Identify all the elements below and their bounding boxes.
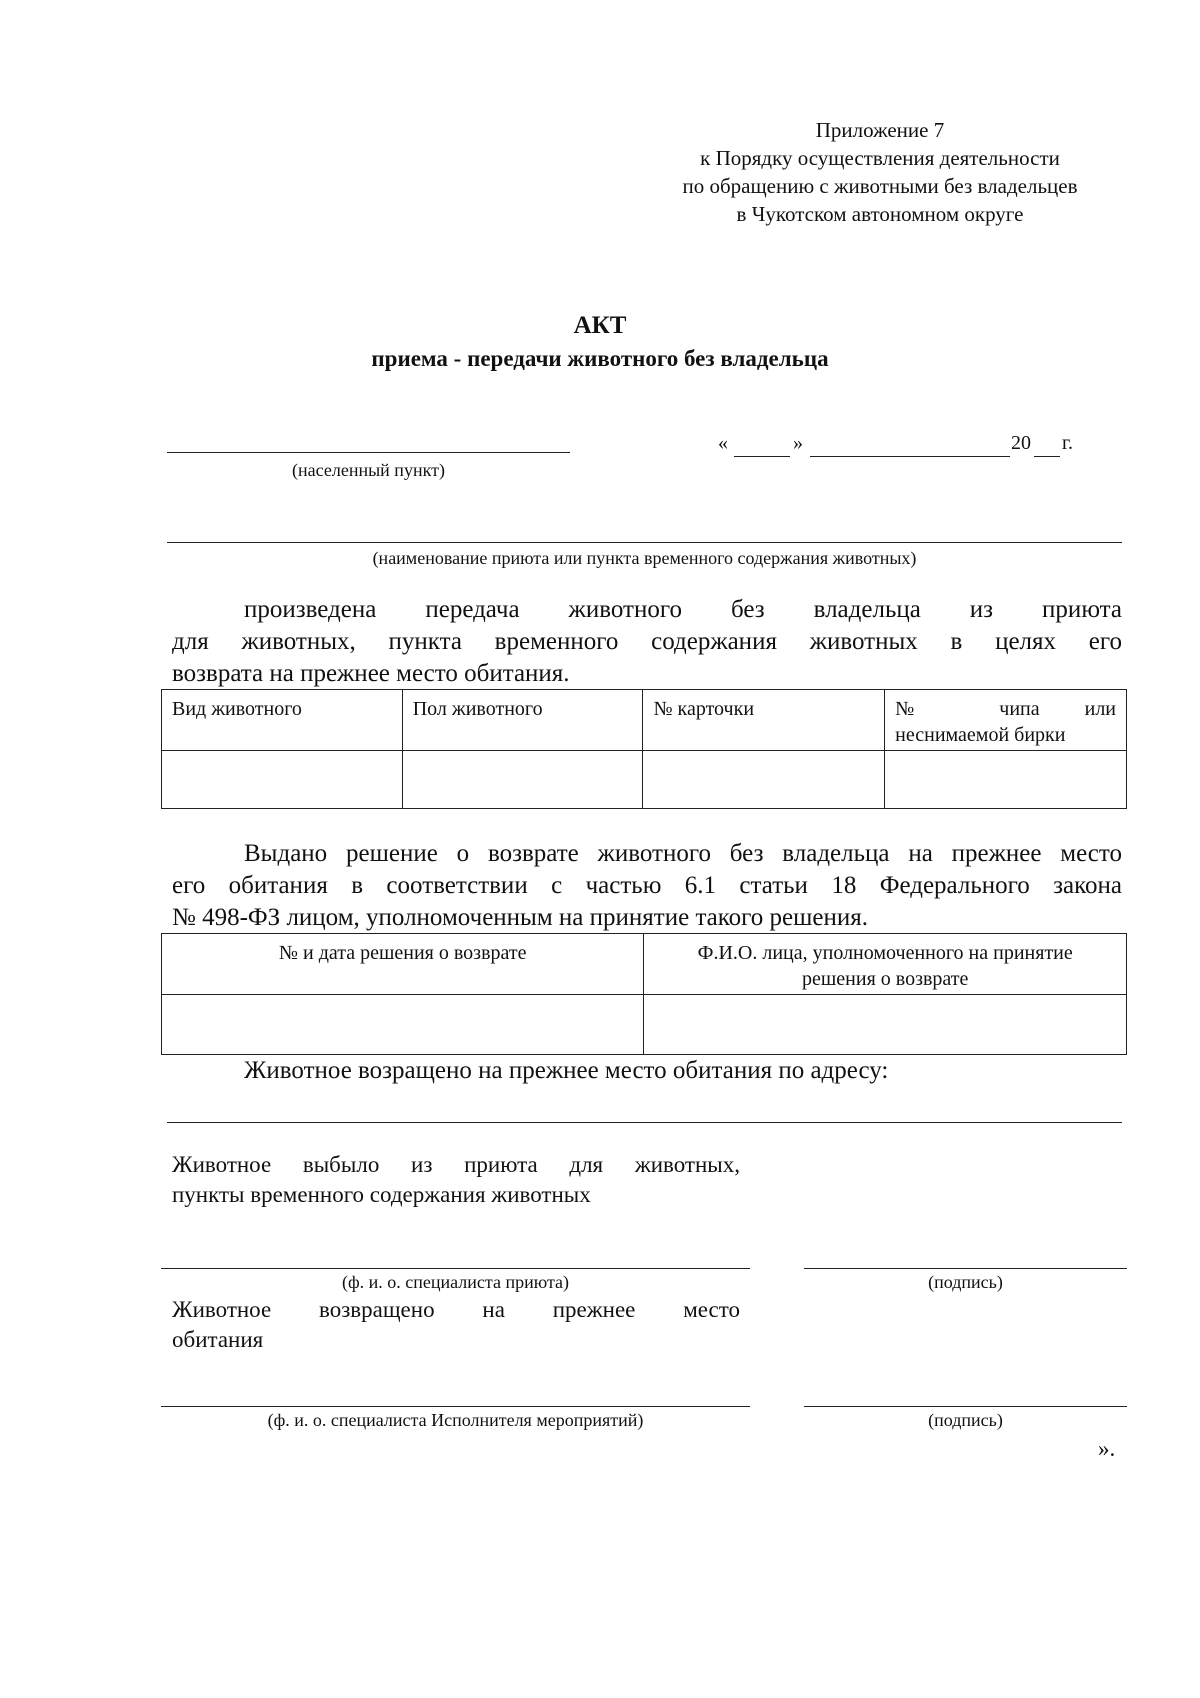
date-year-prefix: 20 xyxy=(1011,432,1031,454)
executor-specialist-signature-caption: (подпись) xyxy=(928,1410,1003,1430)
decision-line-1: Выдано решение о возврате животного без владельца на прежнее место xyxy=(244,840,1122,867)
appendix-line-3: по обращению с животными без владельцев xyxy=(682,174,1078,198)
date-field xyxy=(718,432,1078,460)
shelter-specialist-name-line[interactable] xyxy=(161,1268,750,1269)
executor-specialist-signature-line[interactable] xyxy=(804,1406,1127,1407)
appendix-header xyxy=(640,116,1120,228)
left-shelter-line-2: пункты временного содержания животных xyxy=(172,1182,591,1207)
transfer-line-3: возврата на прежнее место обитания. xyxy=(172,660,570,687)
header-chip-line-2: неснимаемой бирки xyxy=(895,724,1066,746)
place-caption: (населенный пункт) xyxy=(292,460,445,480)
address-label: Животное возращено на прежнее место обитания по адресу: xyxy=(244,1057,889,1084)
appendix-line-2: к Порядку осуществления деятельности xyxy=(700,146,1060,170)
cell-animal-sex[interactable] xyxy=(402,751,643,809)
header-authorized-line-2: решения о возврате xyxy=(802,968,969,990)
date-open-quote: « xyxy=(718,432,728,454)
cell-decision-number-date[interactable] xyxy=(162,995,644,1055)
date-year-suffix: г. xyxy=(1062,432,1073,454)
shelter-specialist-signature-caption: (подпись) xyxy=(928,1272,1003,1292)
decision-table-header-row xyxy=(162,934,1127,995)
transfer-line-2: для животных, пункта временного содержания животных в целях его xyxy=(172,628,1122,655)
shelter-field-line[interactable] xyxy=(167,542,1122,543)
place-field-line[interactable] xyxy=(167,452,570,453)
header-card-number: № карточки xyxy=(643,690,885,751)
date-year-line[interactable] xyxy=(1034,456,1060,457)
date-month-line[interactable] xyxy=(810,456,1010,457)
header-authorized-person xyxy=(644,934,1127,995)
decision-table xyxy=(161,933,1127,1055)
header-decision-number-date: № и дата решения о возврате xyxy=(162,934,644,995)
header-chip-number xyxy=(885,690,1127,751)
cell-animal-type[interactable] xyxy=(162,751,403,809)
animal-table xyxy=(161,689,1127,809)
decision-paragraph xyxy=(172,838,1122,934)
document-title: АКТ xyxy=(573,312,627,339)
decision-line-3: № 498-ФЗ лицом, уполномоченным на принятие такого решения. xyxy=(172,904,868,931)
shelter-specialist-signature-line[interactable] xyxy=(804,1268,1127,1269)
animal-table-data-row xyxy=(162,751,1127,809)
executor-specialist-caption: (ф. и. о. специалиста Исполнителя мероприятий) xyxy=(267,1410,644,1430)
cell-authorized-person[interactable] xyxy=(644,995,1127,1055)
decision-table-data-row xyxy=(162,995,1127,1055)
shelter-caption: (наименование приюта или пункта временного содержания животных) xyxy=(372,548,917,568)
date-day-line[interactable] xyxy=(734,456,790,457)
executor-specialist-name-line[interactable] xyxy=(161,1406,750,1407)
cell-card-number[interactable] xyxy=(643,751,885,809)
appendix-line-4: в Чукотском автономном округе xyxy=(736,202,1024,226)
appendix-line-1: Приложение 7 xyxy=(815,118,945,142)
cell-chip-number[interactable] xyxy=(885,751,1127,809)
document-subtitle: приема - передачи животного без владельца xyxy=(371,346,829,371)
date-close-quote: » xyxy=(793,432,803,454)
animal-table-header-row xyxy=(162,690,1127,751)
returned-statement xyxy=(172,1295,740,1355)
address-field-line[interactable] xyxy=(167,1122,1122,1123)
header-authorized-line-1: Ф.И.О. лица, уполномоченного на принятие xyxy=(697,942,1073,964)
returned-line-2: обитания xyxy=(172,1327,264,1352)
header-chip-line-1: № чипа или xyxy=(895,698,1116,720)
transfer-paragraph xyxy=(172,594,1122,690)
decision-line-2: его обитания в соответствии с частью 6.1 статьи 18 Федерального закона xyxy=(172,872,1122,899)
left-shelter-line-1: Животное выбыло из приюта для животных, xyxy=(172,1152,740,1177)
header-animal-type: Вид животного xyxy=(162,690,403,751)
shelter-specialist-caption: (ф. и. о. специалиста приюта) xyxy=(341,1272,570,1292)
left-shelter-statement xyxy=(172,1150,740,1210)
returned-line-1: Животное возвращено на прежнее место xyxy=(172,1297,740,1322)
transfer-line-1: произведена передача животного без владельца из приюта xyxy=(244,596,1122,623)
header-animal-sex: Пол животного xyxy=(402,690,643,751)
closing-quote-mark: ». xyxy=(1098,1436,1116,1461)
